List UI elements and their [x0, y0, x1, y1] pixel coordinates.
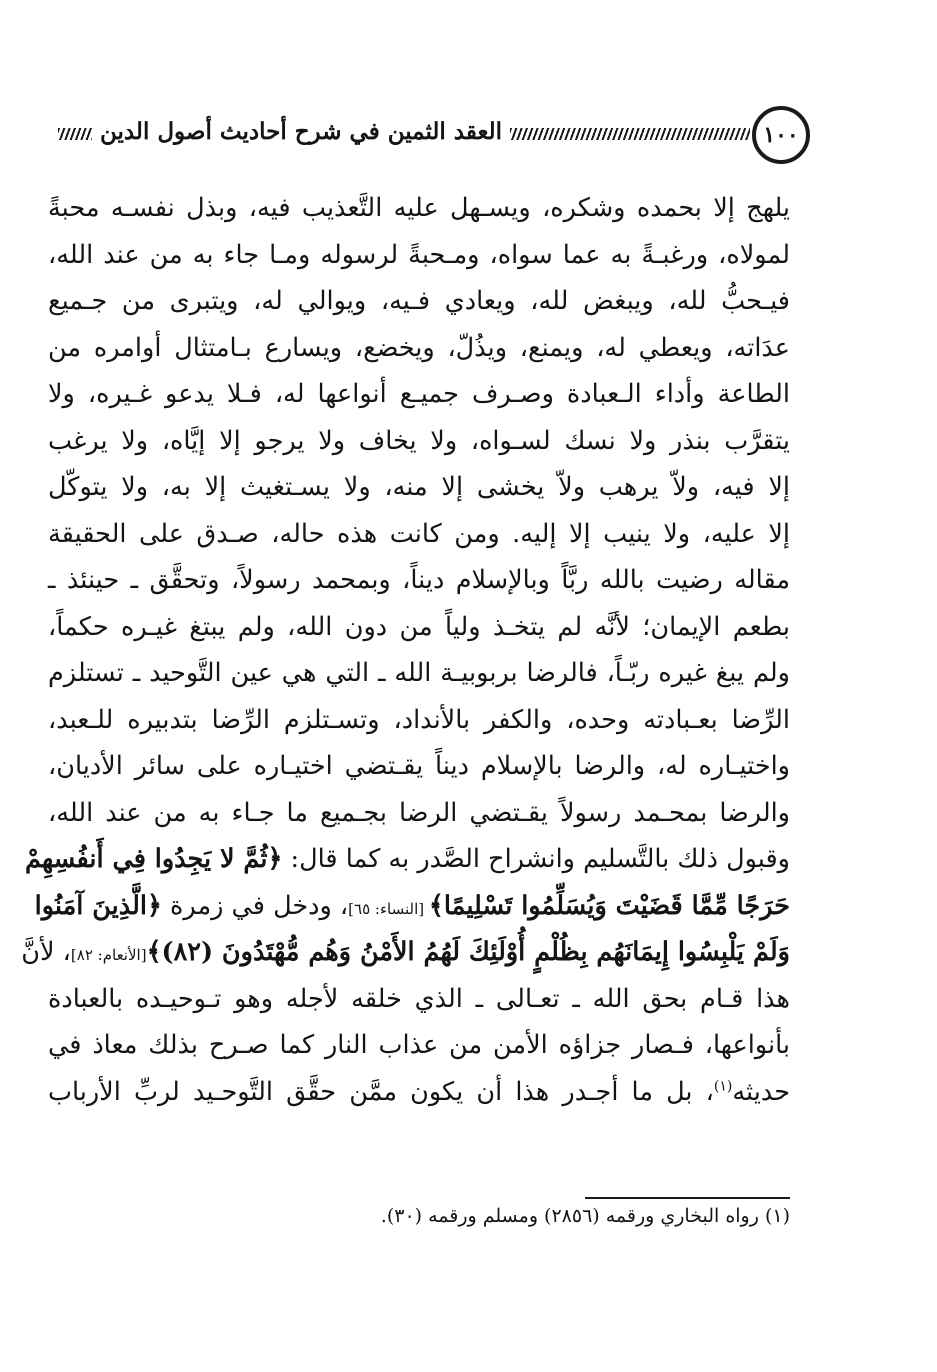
text-line: حديثه$^{(١)}$، بل ما أجـدر هذا أن يكون ممَّن حقَّق التَّوحـيد لربِّ الأرباب: [48, 1076, 790, 1107]
quran-quote: ﴿ثُمَّ لا يَجِدُوا فِي أَنفُسِهِمْ: [25, 844, 283, 874]
header-ornament-right: [510, 128, 750, 140]
verse-reference: [الأنعام: ٨٢]: [70, 946, 147, 964]
text-line: عدَاته، ويعطي له، ويمنع، ويذُلّ، ويخضع، ويسارع بـامتثال أوامره من: [48, 332, 790, 363]
text-line: مقاله رضيت بالله ربَّاً وبالإسلام ديناً، وبمحمد رسولاً، وتحقَّق ـ حينئذ ـ: [48, 565, 790, 595]
text-line: وَلَمْ يَلْبِسُوا إِيمَانَهُم بِظُلْمٍ أُوْلَئِكَ لَهُمُ الأَمْنُ وَهُم مُّهْتَدُونَ (٨٢)﴾[الأنعام: ٨٢]، لأنَّ: [21, 937, 790, 967]
text-line: إلا فيه، ولاّ يرهب ولاّ يخشى إلا منه، ولا يسـتغيث إلا به، ولا يتوكّل: [48, 472, 790, 502]
verse-reference: [النساء: ٦٥]: [348, 899, 429, 918]
footnote: (١) رواه البخاري ورقمه (٢٨٥٦) ومسلم ورقمه (٣٠).: [380, 1205, 790, 1227]
text-line: يتقرَّب بنذر ولا نسك لسـواه، ولا يخاف ولا يرجو إلا إيَّاه، ولا يرغب: [48, 425, 790, 456]
quran-quote: وَلَمْ يَلْبِسُوا إِيمَانَهُم بِظُلْمٍ أُوْلَئِكَ لَهُمُ الأَمْنُ وَهُم مُّهْتَدُونَ (٨٢)﴾: [146, 937, 790, 967]
page-number-text: ١٠٠: [763, 122, 799, 148]
text-line: يلهج إلا بحمده وشكره، ويسـهل عليه التَّعذيب فيه، وبذل نفسـه محبةً: [48, 193, 790, 223]
body-text: [21, 185, 790, 1115]
text-line: ولم يبغ غيره ربّـاً، فالرضا بربوبيـة الله ـ التي هي عين التَّوحيد ـ تستلزم: [48, 658, 790, 688]
text-line: فيـحبُّ لله، ويبغض لله، ويعادي فـيه، ويوالي له، ويتبرى من جـميع: [48, 286, 790, 316]
footnote-rule: [585, 1197, 790, 1199]
text-line: الطاعة وأداء الـعبادة وصـرف جميـع أنواعها له، فـلا يدعو غـيره، ولا: [48, 379, 790, 409]
text-line: والرضا بمحـمد رسولاً يقـتضي الرضا بجـميع ما جـاء به من عند الله،: [48, 797, 790, 828]
text-line: هذا قـام بحق الله ـ تعـالى ـ الذي خلقه لأجله وهو تـوحيـده بالعبادة: [48, 983, 790, 1014]
quran-quote: ﴿الَّذِينَ آمَنُوا: [34, 890, 162, 921]
text-line: بطعم الإيمان؛ لأنَّه لم يتخـذ ولياً من دون الله، ولم يبتغ غيـره حكماً،: [48, 611, 790, 642]
quran-quote: حَرَجًا مِّمَّا قَضَيْتَ وَيُسَلِّمُوا تَسْلِيمًا﴾: [428, 890, 790, 921]
text-line: إلا عليه، ولا ينيب إلا إليه. ومن كانت هذه حاله، صـدق على الحقيقة: [48, 518, 790, 549]
footnote-marker: (١): [713, 1078, 733, 1094]
page-number: [752, 106, 810, 164]
running-title: العقد الثمين في شرح أحاديث أصول الدين: [92, 118, 510, 145]
running-header: [30, 104, 810, 164]
text-line: لمولاه، ورغبـةً به عما سواه، ومـحبةً لرسوله ومـا جاء به من عند الله،: [48, 239, 790, 270]
text-line: وقبول ذلك بالتَّسليم وانشراح الصَّدر به كما قال: ﴿ثُمَّ لا يَجِدُوا فِي أَنفُسِهِمْ: [25, 844, 790, 874]
text-line: الرِّضا بعـبادته وحده، والكفر بالأنداد، وتسـتلزم الرِّضا بتدبيره للـعبد،: [48, 704, 790, 735]
text-line: حَرَجًا مِّمَّا قَضَيْتَ وَيُسَلِّمُوا تَسْلِيمًا﴾ [النساء: ٦٥]، ودخل في زمرة ﴿الَّذِينَ آمَنُوا: [34, 890, 790, 921]
text-line: بأنواعها، فـصار جزاؤه الأمن من عذاب النار كما صـرح بذلك معاذ في: [48, 1030, 790, 1060]
text-line: واختيـاره له، والرضا بالإسلام ديناً يقـتضي اختيـاره على سائر الأديان،: [48, 751, 790, 781]
